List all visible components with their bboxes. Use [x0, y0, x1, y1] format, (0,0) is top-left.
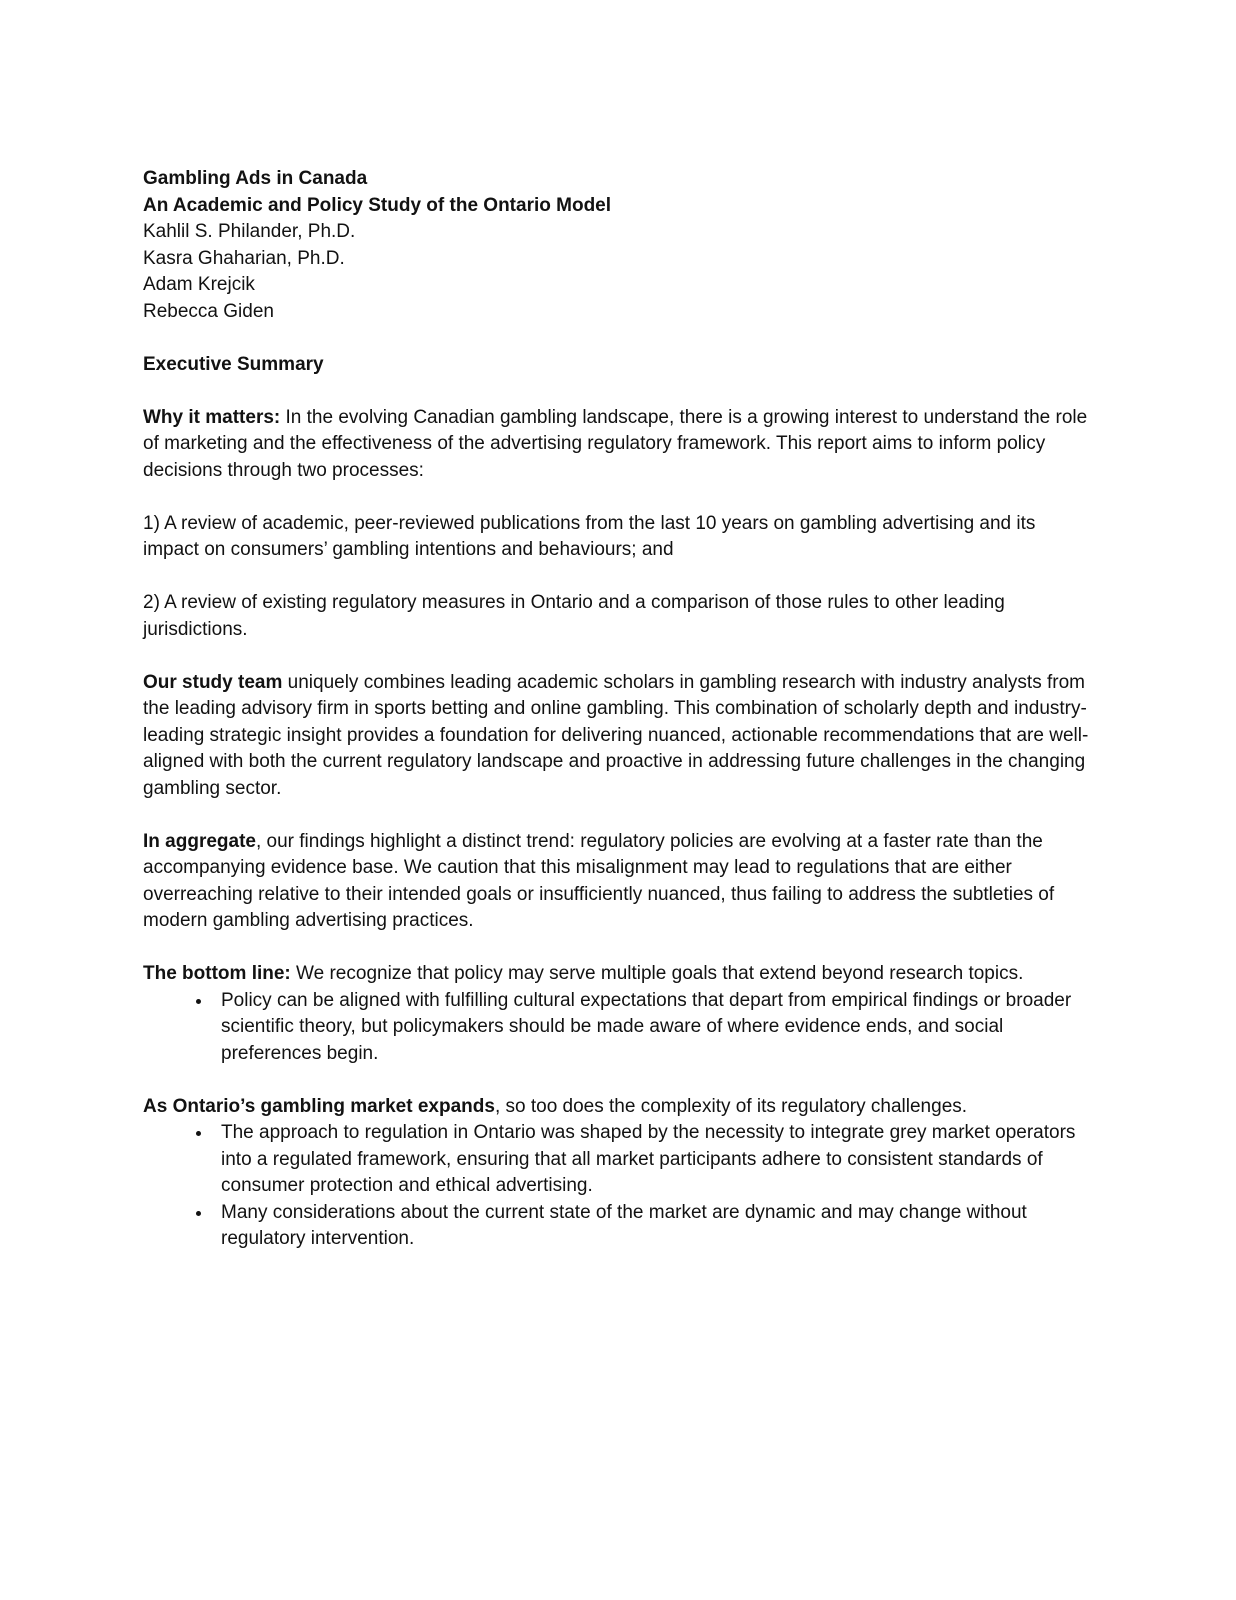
paragraph-body: , our findings highlight a distinct trend: regulatory policies are evolving at a faster rate than the accompanying evidence base. We caution that this misalignment may lead to regulations that are either overreaching relative to their intended goals or insufficiently nuanced, thus failing to address the subtleties of modern gambling advertising practices.: [143, 830, 1055, 931]
paragraph-body: We recognize that policy may serve multiple goals that extend beyond research topics.: [290, 963, 1024, 984]
market-expands-bullet-list: [143, 1120, 1093, 1253]
section-heading-executive-summary: Executive Summary: [143, 353, 324, 375]
paragraph-in-aggregate: [143, 829, 1093, 935]
author-name: Kahlil S. Philander, Ph.D.: [143, 221, 356, 242]
bottom-line-bullet-list: [143, 988, 1093, 1068]
paragraph-lead-bold: In aggregate: [143, 830, 256, 852]
author-name: Kasra Ghaharian, Ph.D.: [143, 247, 345, 269]
paragraph-lead-bold: As Ontario’s gambling market expands: [143, 1095, 495, 1117]
paragraph-body: In the evolving Canadian gambling landscape, there is a growing interest to understand the role of marketing and the effectiveness of the advertising regulatory framework. This report aims to inform policy decisions through two processes:: [143, 406, 1088, 481]
paragraph-body: 1) A review of academic, peer-reviewed publications from the last 10 years on gambling advertising and its impact on consumers’ gambling intentions and behaviours; and: [143, 512, 1036, 560]
paragraph-review-1: [143, 511, 1093, 564]
author-name: Adam Krejcik: [143, 274, 255, 295]
bullet-item: • Policy can be aligned with fulfilling cultural expectations that depart from empirical findings or broader scientific theory, but policymakers should be made aware of where evidence ends, and social preferences begin.: [213, 988, 1093, 1068]
paragraph-lead-bold: The bottom line:: [143, 963, 291, 984]
bullet-item: • The approach to regulation in Ontario was shaped by the necessity to integrate grey market operators into a regulated framework, ensuring that all market participants adhere to consistent standards of consumer protection and ethical advertising.: [213, 1120, 1093, 1200]
paragraph-lead-bold: Why it matters:: [143, 406, 281, 428]
title-block: [143, 166, 1093, 325]
bullet-item: • Many considerations about the current state of the market are dynamic and may change without regulatory intervention.: [213, 1200, 1093, 1253]
paragraph-why-it-matters: [143, 405, 1093, 485]
doc-title-line-2: An Academic and Policy Study of the Ontario Model: [143, 194, 612, 216]
doc-title-line-1: Gambling Ads in Canada: [143, 168, 368, 189]
paragraph-review-2: [143, 590, 1093, 643]
paragraph-body: 2) A review of existing regulatory measures in Ontario and a comparison of those rules to other leading jurisdictions.: [143, 592, 1005, 640]
blank-line: [143, 325, 1093, 352]
paragraph-body: , so too does the complexity of its regulatory challenges.: [494, 1095, 968, 1117]
paragraph-lead-bold: Our study team: [143, 671, 283, 693]
paragraph-bottom-line: [143, 961, 1093, 988]
paragraph-market-expands: [143, 1094, 1093, 1121]
author-name: Rebecca Giden: [143, 300, 274, 322]
paragraph-body: uniquely combines leading academic scholars in gambling research with industry analysts from the leading advisory firm in sports betting and online gambling. This combination of scholarly depth and industry-leading strategic insight provides a foundation for delivering nuanced, actionable recommendations that are well-aligned with both the current regulatory landscape and proactive in addressing future challenges in the changing gambling sector.: [143, 671, 1089, 799]
paragraph-study-team: [143, 670, 1093, 803]
